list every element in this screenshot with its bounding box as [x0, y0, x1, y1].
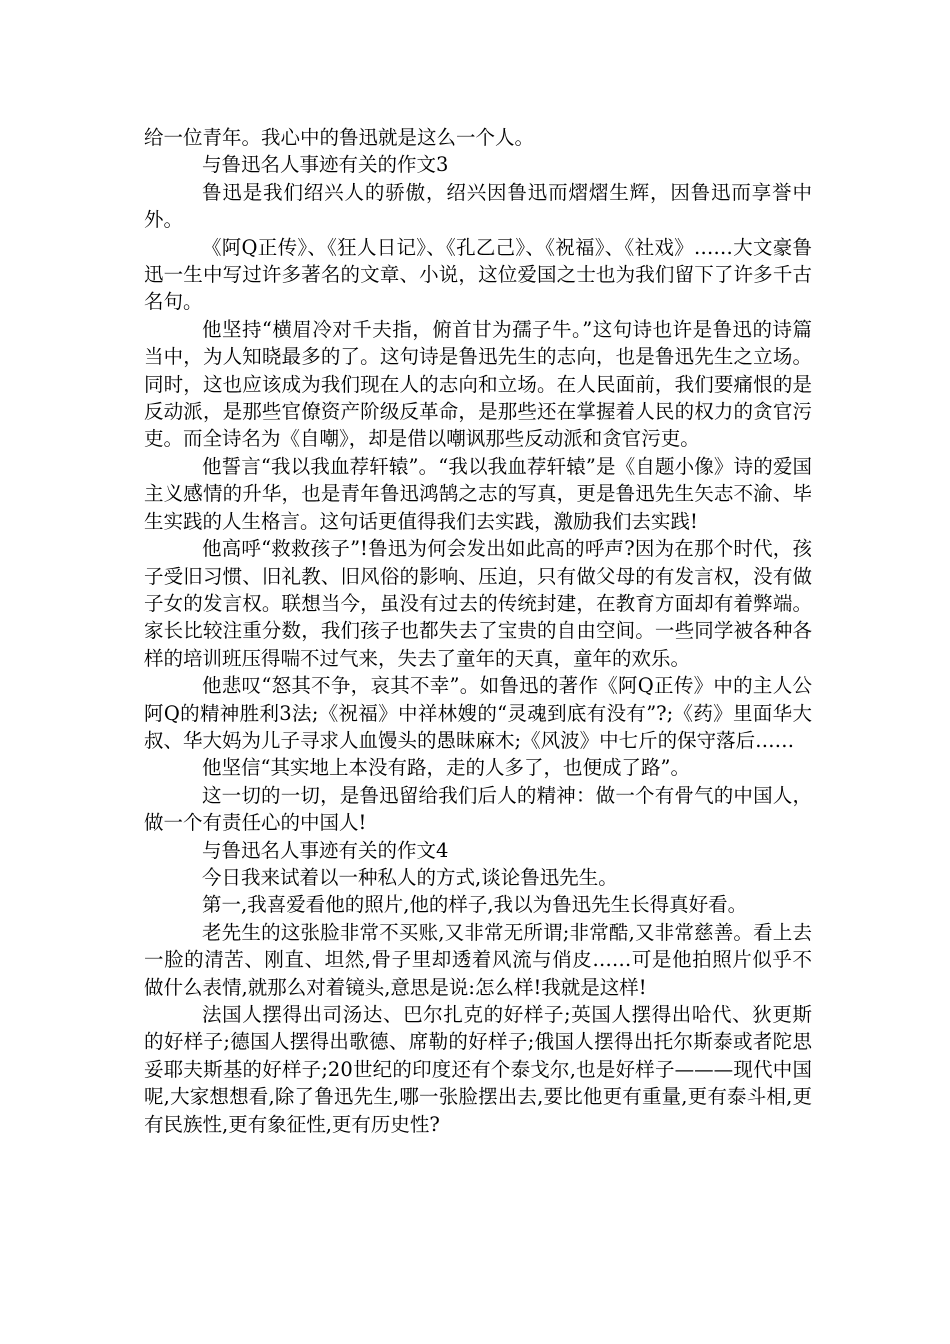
section-heading: 与鲁迅名人事迹有关的作文4 [202, 838, 449, 862]
paragraph: 他悲叹“怒其不争，哀其不幸”。如鲁迅的著作《阿Q正传》中的主人公阿Q的精神胜利3法;《祝福》中祥林嫂的“灵魂到底有没有”?;《药》里面华大叔、华大妈为儿子寻求人血馒头的愚昧麻木;《风波》中七斤的保守落后…… [144, 674, 812, 752]
paragraph: 老先生的这张脸非常不买账,又非常无所谓;非常酷,又非常慈善。看上去一脸的清苦、刚直、坦然,骨子里却透着风流与俏皮……可是他拍照片似乎不做什么表情,就那么对着镜头,意思是说:怎么样!我就是这样! [144, 920, 812, 999]
paragraph: 这一切的一切，是鲁迅留给我们后人的精神：做一个有骨气的中国人，做一个有责任心的中国人! [144, 783, 812, 835]
paragraph: 今日我来试着以一种私人的方式,谈论鲁迅先生。 [202, 865, 618, 889]
paragraph: 他坚信“其实地上本没有路，走的人多了，也便成了路”。 [202, 756, 690, 780]
paragraph: 他高呼“救救孩子”!鲁迅为何会发出如此高的呼声?因为在那个时代，孩子受旧习惯、旧礼教、旧风俗的影响、压迫，只有做父母的有发言权，没有做子女的发言权。联想当今，虽没有过去的传统封建，在教育方面却有着弊端。家长比较注重分数，我们孩子也都失去了宝贵的自由空间。一些同学被各种各样的培训班压得喘不过气来，失去了童年的天真，童年的欢乐。 [144, 537, 812, 670]
paragraph: 《阿Q正传》、《狂人日记》、《孔乙己》、《祝福》、《社戏》……大文豪鲁迅一生中写过许多著名的文章、小说，这位爱国之士也为我们留下了许多千古名句。 [144, 235, 812, 314]
paragraph: 他坚持“横眉冷对千夫指，俯首甘为孺子牛。”这句诗也许是鲁迅的诗篇当中，为人知晓最多的了。这句诗是鲁迅先生的志向，也是鲁迅先生之立场。同时，这也应该成为我们现在人的志向和立场。在人民面前，我们要痛恨的是反动派，是那些官僚资产阶级反革命，是那些还在掌握着人民的权力的贪官污吏。而全诗名为《自嘲》，却是借以嘲讽那些反动派和贪官污吏。 [144, 317, 812, 451]
paragraph: 法国人摆得出司汤达、巴尔扎克的好样子;英国人摆得出哈代、狄更斯的好样子;德国人摆得出歌德、席勒的好样子;俄国人摆得出托尔斯泰或者陀思妥耶夫斯基的好样子;20世纪的印度还有个泰戈尔,也是好样子———现代中国呢,大家想想看,除了鲁迅先生,哪一张脸摆出去,要比他更有重量,更有泰斗相,更有民族性,更有象征性,更有历史性? [144, 1003, 812, 1136]
document-body [144, 124, 812, 1138]
paragraph: 鲁迅是我们绍兴人的骄傲，绍兴因鲁迅而熠熠生辉，因鲁迅而享誉中外。 [144, 180, 812, 232]
paragraph: 他誓言“我以我血荐轩辕”。“我以我血荐轩辕”是《自题小像》诗的爱国主义感情的升华，也是青年鲁迅鸿鹄之志的写真，更是鲁迅先生矢志不渝、毕生实践的人生格言。这句话更值得我们去实践，激励我们去实践! [144, 454, 812, 533]
paragraph: 第一,我喜爱看他的照片,他的样子,我以为鲁迅先生长得真好看。 [202, 893, 748, 917]
paragraph: 给一位青年。我心中的鲁迅就是这么一个人。 [144, 126, 535, 149]
section-heading: 与鲁迅名人事迹有关的作文3 [202, 153, 449, 177]
